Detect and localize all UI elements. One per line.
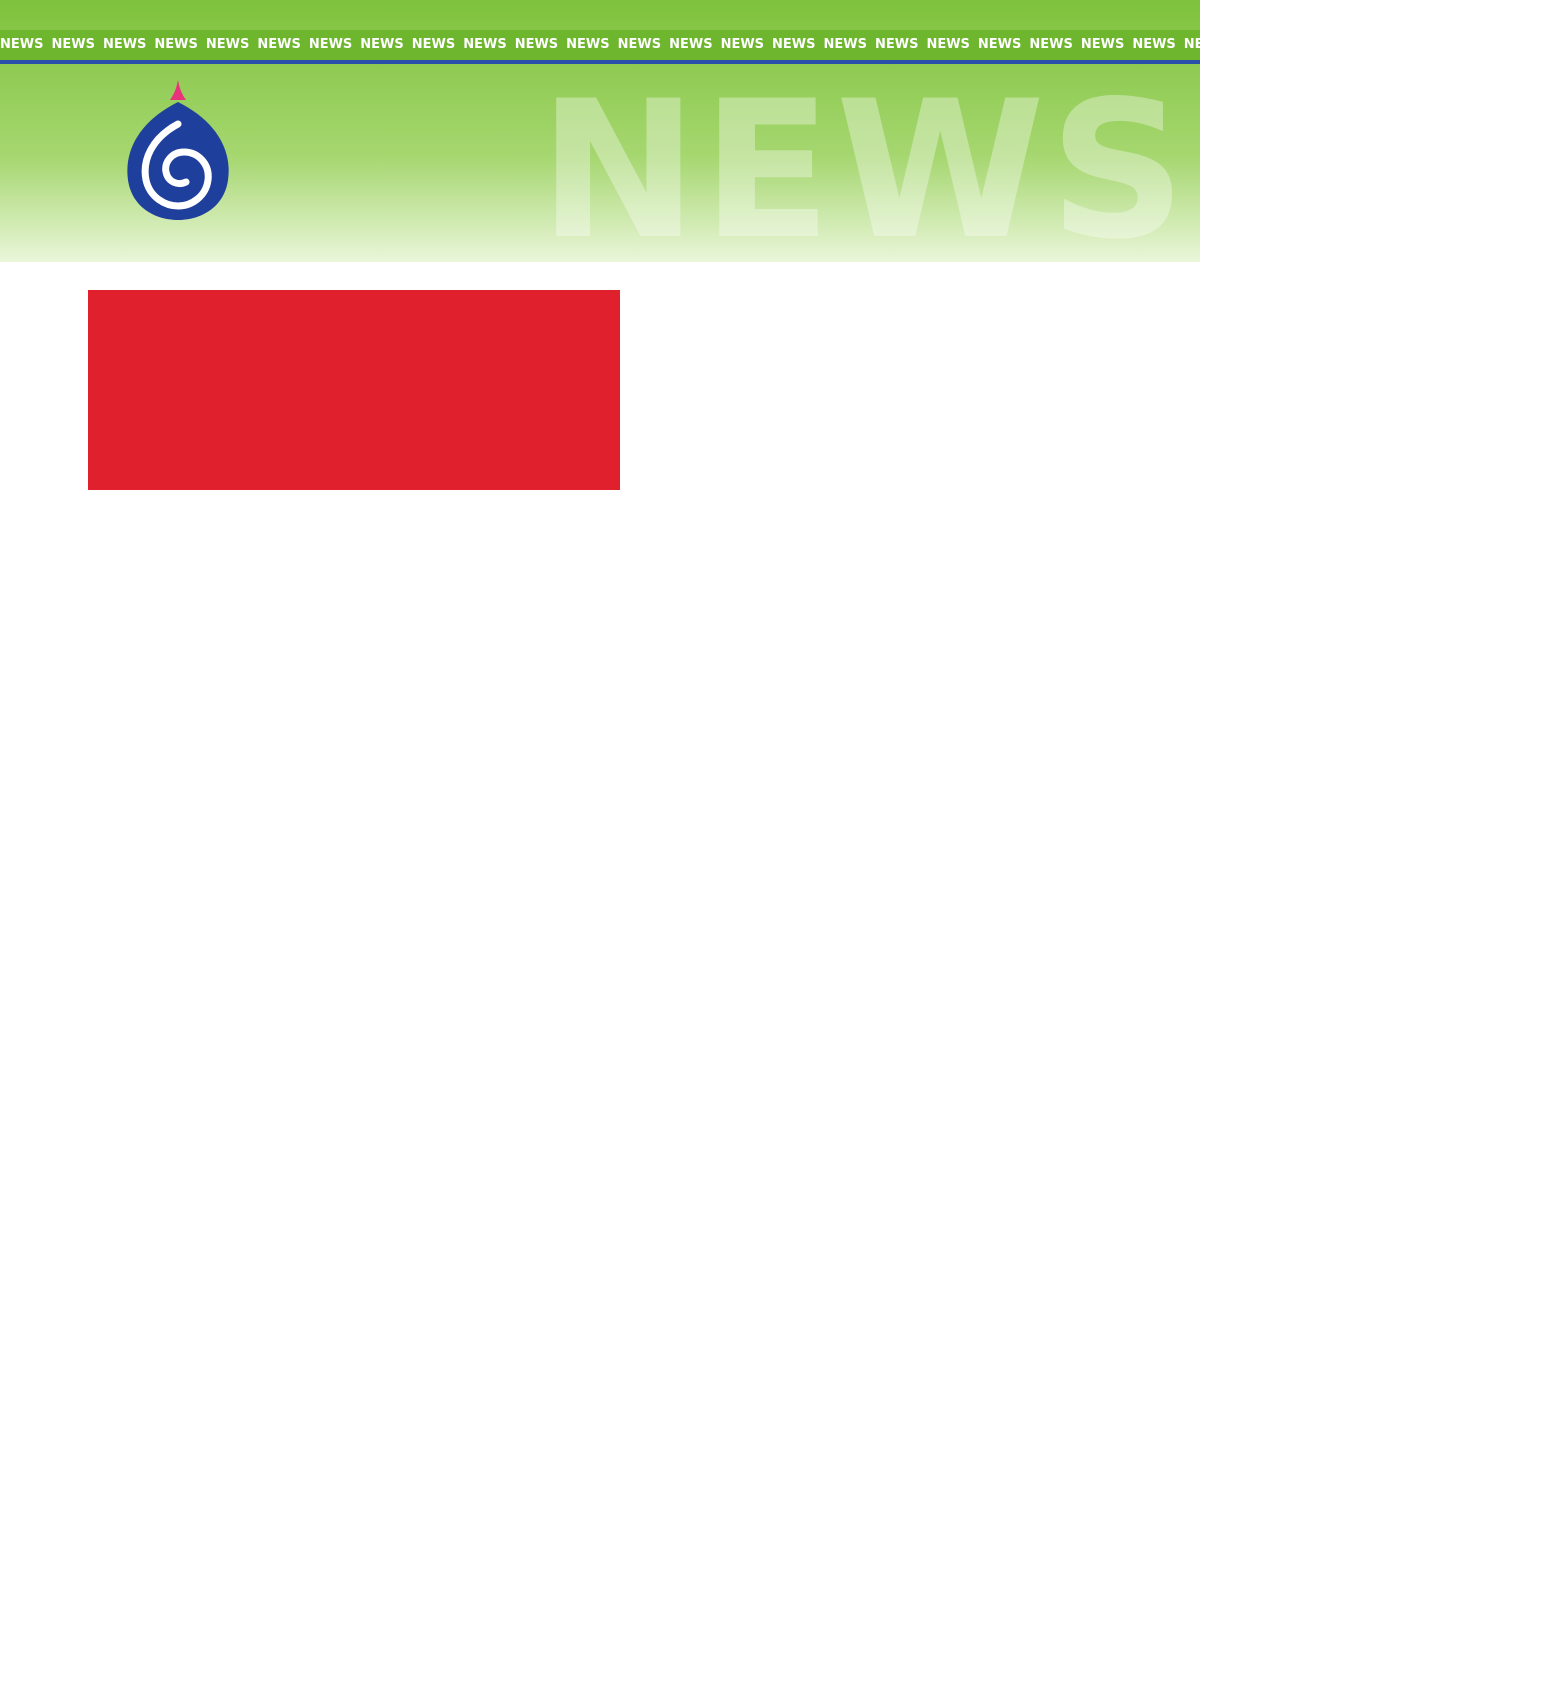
ribbon-word: NEWS [1029, 37, 1073, 52]
ribbon-word: NEWS [720, 37, 765, 52]
ribbon-word: NEWS [1235, 37, 1279, 52]
metadata-row [335, 136, 1155, 184]
ribbon-word: NEWS [205, 37, 250, 52]
ribbon-word: NEWS [617, 37, 662, 52]
headline-banner [88, 290, 620, 490]
ribbon-word: NEWS [772, 37, 816, 52]
ribbon-word: NEWS [463, 37, 507, 52]
ribbon-word: NEWS [360, 37, 404, 52]
ribbon-word: NEWS [1286, 37, 1331, 52]
ribbon-word: NEWS [308, 37, 353, 52]
page-header [0, 0, 1537, 281]
ribbon-word: NEWS [823, 37, 867, 52]
metadata-row [335, 88, 1155, 136]
ribbon-word: NEWS [51, 37, 95, 52]
news-metadata [335, 88, 1155, 232]
news-ribbon [0, 30, 1537, 64]
ribbon-word: NEWS [977, 37, 1022, 52]
ribbon-word: NEWS [1492, 37, 1537, 52]
ribbon-word: NEWS [514, 37, 559, 52]
ribbon-word: NEWS [411, 37, 456, 52]
ribbon-word: NEWS [154, 37, 198, 52]
ribbon-word: NEWS [874, 37, 919, 52]
ribbon-word: NEWS [1338, 37, 1382, 52]
ribbon-word: NEWS [926, 37, 970, 52]
publisher-logo-icon [118, 72, 238, 222]
ribbon-word: NEWS [566, 37, 610, 52]
ribbon-word: NEWS [1183, 37, 1228, 52]
news-watermark: NEWS [538, 60, 1190, 281]
ribbon-word: NEWS [102, 37, 147, 52]
ribbon-word: NEWS [1132, 37, 1176, 52]
ribbon-word: NEWS [1441, 37, 1485, 52]
ribbon-word: NEWS [257, 37, 301, 52]
ribbon-word: NEWS [1389, 37, 1434, 52]
ribbon-word: NEWS [0, 37, 44, 52]
ribbon-word: NEWS [1080, 37, 1125, 52]
metadata-row [335, 184, 1155, 232]
ribbon-word: NEWS [669, 37, 713, 52]
